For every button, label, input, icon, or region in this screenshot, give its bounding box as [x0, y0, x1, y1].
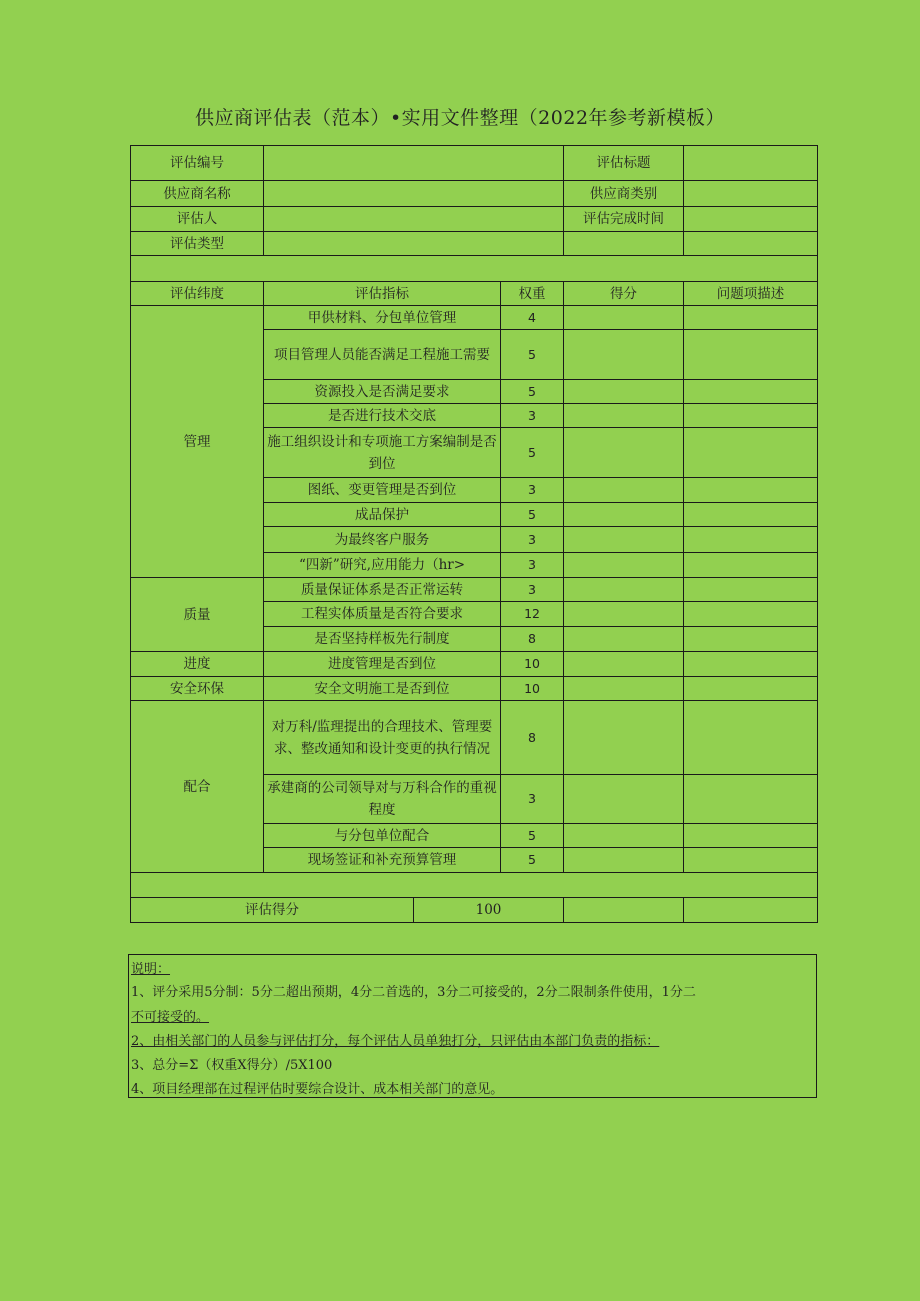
- header-weight: 权重: [501, 282, 564, 306]
- total-value: 100: [414, 898, 564, 923]
- evaluator-value[interactable]: [264, 207, 564, 232]
- issue-cell[interactable]: [684, 330, 818, 380]
- weight-cell: 5: [501, 503, 564, 527]
- score-cell[interactable]: [564, 553, 684, 578]
- issue-cell[interactable]: [684, 848, 818, 873]
- score-cell[interactable]: [564, 775, 684, 824]
- indicator-cell: 工程实体质量是否符合要求: [264, 602, 501, 627]
- header-dimension: 评估纬度: [131, 282, 264, 306]
- weight-cell: 5: [501, 824, 564, 848]
- spacer-row: [131, 873, 818, 898]
- score-cell[interactable]: [564, 330, 684, 380]
- table-row: [131, 578, 818, 602]
- indicator-cell: “四新”研究,应用能力（hr>: [264, 553, 501, 578]
- supplier-name-value[interactable]: [264, 181, 564, 207]
- page-title: 供应商评估表（范本）•实用文件整理（2022年参考新模板）: [194, 107, 726, 129]
- indicator-cell: 资源投入是否满足要求: [264, 380, 501, 404]
- finish-time-label: 评估完成时间: [564, 207, 684, 232]
- score-cell[interactable]: [564, 627, 684, 652]
- eval-type-label: 评估类型: [131, 232, 264, 256]
- indicator-cell: 与分包单位配合: [264, 824, 501, 848]
- score-cell[interactable]: [564, 677, 684, 701]
- score-cell[interactable]: [564, 503, 684, 527]
- issue-cell[interactable]: [684, 775, 818, 824]
- weight-cell: 5: [501, 428, 564, 478]
- indicator-cell: 现场签证和补充预算管理: [264, 848, 501, 873]
- score-cell[interactable]: [564, 824, 684, 848]
- issue-cell[interactable]: [684, 824, 818, 848]
- eval-type-extra2[interactable]: [684, 232, 818, 256]
- issue-cell[interactable]: [684, 478, 818, 503]
- notes-line-3: 3、总分=Σ（权重X得分）/5X100: [131, 1058, 333, 1073]
- supplier-type-value[interactable]: [684, 181, 818, 207]
- score-cell[interactable]: [564, 404, 684, 428]
- evaluation-table: [130, 145, 818, 923]
- weight-cell: 3: [501, 404, 564, 428]
- score-cell[interactable]: [564, 306, 684, 330]
- dimension-cell: 管理: [131, 306, 264, 578]
- weight-cell: 10: [501, 652, 564, 677]
- weight-cell: 5: [501, 380, 564, 404]
- indicator-cell: 成品保护: [264, 503, 501, 527]
- issue-cell[interactable]: [684, 380, 818, 404]
- eval-title-value[interactable]: [684, 146, 818, 181]
- issue-cell[interactable]: [684, 677, 818, 701]
- table-row: [131, 677, 818, 701]
- score-cell[interactable]: [564, 380, 684, 404]
- notes-heading: 说明：: [131, 962, 171, 977]
- indicator-cell: 为最终客户服务: [264, 527, 501, 553]
- evaluator-label: 评估人: [131, 207, 264, 232]
- score-cell[interactable]: [564, 701, 684, 775]
- supplier-name-label: 供应商名称: [131, 181, 264, 207]
- score-cell[interactable]: [564, 578, 684, 602]
- issue-cell[interactable]: [684, 652, 818, 677]
- indicator-cell: 对万科/监理提出的合理技术、管理要求、整改通知和设计变更的执行情况: [264, 701, 501, 775]
- indicator-rows: [131, 306, 818, 873]
- notes-line-2: 2、由相关部门的人员参与评估打分，每个评估人员单独打分，只评估由本部门负责的指标：: [131, 1034, 660, 1049]
- supplier-type-label: 供应商类别: [564, 181, 684, 207]
- notes-box: [128, 954, 817, 1098]
- weight-cell: 8: [501, 627, 564, 652]
- weight-cell: 12: [501, 602, 564, 627]
- weight-cell: 3: [501, 478, 564, 503]
- issue-cell[interactable]: [684, 428, 818, 478]
- spacer-row: [131, 256, 818, 282]
- indicator-cell: 进度管理是否到位: [264, 652, 501, 677]
- notes-line-1: 1、评分采用5分制：5分二超出预期，4分二首选的，3分二可接受的，2分二限制条件使用，1分二: [131, 985, 696, 1000]
- notes-line-1b: 不可接受的。: [131, 1010, 210, 1025]
- indicator-cell: 图纸、变更管理是否到位: [264, 478, 501, 503]
- issue-cell[interactable]: [684, 306, 818, 330]
- weight-cell: 5: [501, 330, 564, 380]
- weight-cell: 8: [501, 701, 564, 775]
- total-score[interactable]: [564, 898, 684, 923]
- eval-no-label: 评估编号: [131, 146, 264, 181]
- eval-type-extra[interactable]: [564, 232, 684, 256]
- score-cell[interactable]: [564, 478, 684, 503]
- table-row: [131, 701, 818, 775]
- weight-cell: 5: [501, 848, 564, 873]
- header-score: 得分: [564, 282, 684, 306]
- table-row: [131, 652, 818, 677]
- indicator-cell: 是否坚持样板先行制度: [264, 627, 501, 652]
- dimension-cell: 进度: [131, 652, 264, 677]
- issue-cell[interactable]: [684, 404, 818, 428]
- issue-cell[interactable]: [684, 627, 818, 652]
- issue-cell[interactable]: [684, 578, 818, 602]
- table-row: [131, 306, 818, 330]
- score-cell[interactable]: [564, 527, 684, 553]
- weight-cell: 3: [501, 578, 564, 602]
- header-issue: 问题项描述: [684, 282, 818, 306]
- issue-cell[interactable]: [684, 527, 818, 553]
- dimension-cell: 配合: [131, 701, 264, 873]
- eval-no-value[interactable]: [264, 146, 564, 181]
- indicator-cell: 甲供材料、分包单位管理: [264, 306, 501, 330]
- issue-cell[interactable]: [684, 602, 818, 627]
- notes-line-4: 4、项目经理部在过程评估时要综合设计、成本相关部门的意见。: [131, 1082, 504, 1097]
- issue-cell[interactable]: [684, 503, 818, 527]
- dimension-cell: 质量: [131, 578, 264, 652]
- indicator-cell: 安全文明施工是否到位: [264, 677, 501, 701]
- score-cell[interactable]: [564, 652, 684, 677]
- score-cell[interactable]: [564, 602, 684, 627]
- indicator-cell: 施工组织设计和专项施工方案编制是否到位: [264, 428, 501, 478]
- indicator-cell: 项目管理人员能否满足工程施工需要: [264, 330, 501, 380]
- issue-cell[interactable]: [684, 553, 818, 578]
- header-indicator: 评估指标: [264, 282, 501, 306]
- eval-title-label: 评估标题: [564, 146, 684, 181]
- total-label: 评估得分: [131, 898, 414, 923]
- weight-cell: 4: [501, 306, 564, 330]
- indicator-cell: 质量保证体系是否正常运转: [264, 578, 501, 602]
- weight-cell: 10: [501, 677, 564, 701]
- finish-time-value[interactable]: [684, 207, 818, 232]
- score-cell[interactable]: [564, 848, 684, 873]
- eval-type-value[interactable]: [264, 232, 564, 256]
- total-issue[interactable]: [684, 898, 818, 923]
- weight-cell: 3: [501, 527, 564, 553]
- score-cell[interactable]: [564, 428, 684, 478]
- weight-cell: 3: [501, 553, 564, 578]
- indicator-cell: 是否进行技术交底: [264, 404, 501, 428]
- issue-cell[interactable]: [684, 701, 818, 775]
- dimension-cell: 安全环保: [131, 677, 264, 701]
- weight-cell: 3: [501, 775, 564, 824]
- indicator-cell: 承建商的公司领导对与万科合作的重视程度: [264, 775, 501, 824]
